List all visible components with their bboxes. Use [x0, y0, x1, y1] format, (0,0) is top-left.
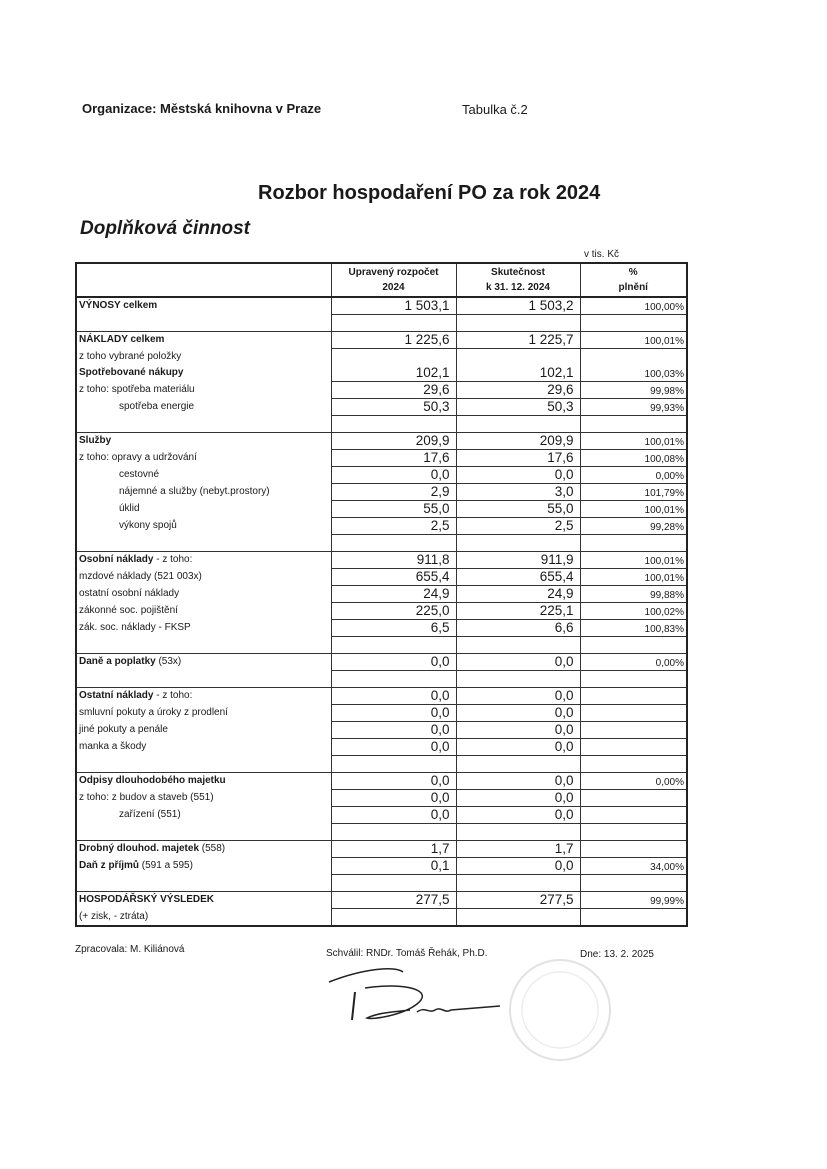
official-stamp: [490, 955, 630, 1065]
table-spacer-row: [76, 756, 687, 773]
cell-pct: 100,00%: [580, 297, 687, 315]
row-label: [76, 824, 331, 841]
cell-pct: 100,01%: [580, 433, 687, 450]
table-row: [76, 297, 687, 315]
row-label-rest: - z toho:: [153, 554, 193, 566]
row-label: [76, 416, 331, 433]
cell-pct: [580, 875, 687, 892]
cell-budget: 0,0: [331, 739, 456, 756]
row-label: úklid: [76, 501, 331, 518]
table-row: [76, 739, 687, 756]
cell-actual: 0,0: [456, 688, 580, 705]
table-row: [76, 807, 687, 824]
table-row: [76, 654, 687, 671]
cell-pct: 99,99%: [580, 892, 687, 909]
header-label-col: [76, 263, 331, 297]
cell-actual: 0,0: [456, 858, 580, 875]
row-label: zařízení (551): [76, 807, 331, 824]
unit-label: v tis. Kč: [584, 249, 620, 260]
row-label: Služby: [76, 433, 331, 450]
table-row: [76, 841, 687, 858]
row-label: HOSPODÁŘSKÝ VÝSLEDEK: [76, 892, 331, 909]
page-title: Rozbor hospodaření PO za rok 2024: [258, 182, 601, 204]
table-row: [76, 484, 687, 501]
cell-actual: [456, 671, 580, 688]
row-label: Spotřebované nákupy: [76, 365, 331, 382]
row-label-bold: Daň z příjmů: [79, 860, 140, 871]
handwritten-signature: [325, 960, 505, 1030]
table-row: [76, 569, 687, 586]
table-spacer-row: [76, 637, 687, 654]
cell-budget: [331, 671, 456, 688]
cell-actual: 102,1: [456, 365, 580, 382]
header-actual: [456, 263, 580, 297]
cell-budget: 0,1: [331, 858, 456, 875]
cell-pct: [580, 756, 687, 773]
cell-pct: 101,79%: [580, 484, 687, 501]
cell-pct: [580, 671, 687, 688]
cell-pct: [580, 841, 687, 858]
table-spacer-row: [76, 824, 687, 841]
cell-budget: 911,8: [331, 552, 456, 569]
cell-budget: [331, 315, 456, 332]
row-label: z toho: spotřeba materiálu: [76, 382, 331, 399]
cell-budget: [331, 416, 456, 433]
row-label: (+ zisk, - ztráta): [76, 909, 331, 927]
cell-budget: [331, 875, 456, 892]
cell-pct: 100,02%: [580, 603, 687, 620]
cell-budget: 0,0: [331, 688, 456, 705]
row-label-rest: - z toho:: [153, 690, 193, 702]
prepared-by: Zpracovala: M. Kiliánová: [75, 944, 185, 955]
table-spacer-row: [76, 671, 687, 688]
cell-budget: 0,0: [331, 722, 456, 739]
cell-budget: 1 225,6: [331, 332, 456, 349]
row-label: spotřeba energie: [76, 399, 331, 416]
row-label-rest: (558): [199, 843, 226, 855]
table-row: [76, 450, 687, 467]
page-subtitle: Doplňková činnost: [80, 218, 250, 239]
budget-table: [75, 262, 688, 927]
table-row: [76, 467, 687, 484]
cell-actual: 1 225,7: [456, 332, 580, 349]
cell-budget: [331, 349, 456, 366]
cell-budget: 0,0: [331, 773, 456, 790]
cell-actual: 0,0: [456, 773, 580, 790]
cell-pct: [580, 688, 687, 705]
cell-pct: [580, 722, 687, 739]
row-label: zák. soc. náklady - FKSP: [76, 620, 331, 637]
cell-pct: 99,28%: [580, 518, 687, 535]
cell-pct: [580, 824, 687, 841]
cell-pct: 34,00%: [580, 858, 687, 875]
table-row: [76, 552, 687, 569]
cell-actual: 55,0: [456, 501, 580, 518]
cell-actual: 0,0: [456, 705, 580, 722]
header-budget: [331, 263, 456, 297]
cell-budget: 0,0: [331, 467, 456, 484]
cell-actual: 0,0: [456, 739, 580, 756]
table-row: [76, 892, 687, 909]
cell-pct: [580, 315, 687, 332]
cell-actual: 0,0: [456, 722, 580, 739]
cell-actual: [456, 416, 580, 433]
row-label: [76, 858, 331, 875]
row-label: [76, 535, 331, 552]
table-row: [76, 620, 687, 637]
cell-budget: 2,5: [331, 518, 456, 535]
table-row: [76, 365, 687, 382]
header-pct-line2: plnění: [618, 282, 648, 293]
cell-budget: [331, 824, 456, 841]
cell-actual: 24,9: [456, 586, 580, 603]
cell-actual: 50,3: [456, 399, 580, 416]
row-label: [76, 315, 331, 332]
cell-actual: 0,0: [456, 807, 580, 824]
cell-budget: 0,0: [331, 705, 456, 722]
table-row: [76, 705, 687, 722]
row-label: [76, 637, 331, 654]
cell-pct: 100,01%: [580, 552, 687, 569]
row-label: z toho: z budov a staveb (551): [76, 790, 331, 807]
header-budget-line2: 2024: [382, 282, 405, 293]
cell-budget: 0,0: [331, 654, 456, 671]
cell-actual: 1 503,2: [456, 297, 580, 315]
cell-pct: [580, 705, 687, 722]
cell-budget: 0,0: [331, 807, 456, 824]
cell-budget: 55,0: [331, 501, 456, 518]
cell-pct: [580, 416, 687, 433]
cell-budget: 24,9: [331, 586, 456, 603]
row-label: smluvní pokuty a úroky z prodlení: [76, 705, 331, 722]
cell-pct: [580, 807, 687, 824]
row-label: [76, 841, 331, 858]
cell-actual: [456, 349, 580, 366]
cell-actual: 0,0: [456, 654, 580, 671]
cell-actual: 3,0: [456, 484, 580, 501]
cell-actual: 911,9: [456, 552, 580, 569]
row-label: ostatní osobní náklady: [76, 586, 331, 603]
table-row: [76, 518, 687, 535]
table-row: [76, 399, 687, 416]
cell-pct: 99,88%: [580, 586, 687, 603]
approved-by: Schválil: RNDr. Tomáš Řehák, Ph.D.: [326, 948, 488, 959]
cell-pct: 100,01%: [580, 569, 687, 586]
cell-actual: 0,0: [456, 467, 580, 484]
cell-budget: [331, 637, 456, 654]
cell-actual: 17,6: [456, 450, 580, 467]
cell-actual: 209,9: [456, 433, 580, 450]
cell-actual: 2,5: [456, 518, 580, 535]
row-label: jiné pokuty a penále: [76, 722, 331, 739]
cell-pct: 0,00%: [580, 773, 687, 790]
table-row: [76, 586, 687, 603]
row-label: mzdové náklady (521 003x): [76, 569, 331, 586]
row-label: [76, 552, 331, 569]
table-row: [76, 603, 687, 620]
cell-budget: 225,0: [331, 603, 456, 620]
cell-budget: 17,6: [331, 450, 456, 467]
row-label: cestovné: [76, 467, 331, 484]
cell-actual: [456, 909, 580, 927]
cell-budget: 29,6: [331, 382, 456, 399]
table-spacer-row: [76, 416, 687, 433]
cell-actual: 0,0: [456, 790, 580, 807]
cell-pct: 100,03%: [580, 365, 687, 382]
row-label: [76, 875, 331, 892]
document-date: Dne: 13. 2. 2025: [580, 949, 654, 960]
table-row: [76, 909, 687, 927]
header-actual-line1: Skutečnost: [491, 267, 545, 278]
row-label: [76, 688, 331, 705]
row-label: [76, 756, 331, 773]
cell-budget: 102,1: [331, 365, 456, 382]
cell-budget: 277,5: [331, 892, 456, 909]
cell-pct: 99,98%: [580, 382, 687, 399]
row-label: nájemné a služby (nebyt.prostory): [76, 484, 331, 501]
cell-actual: 29,6: [456, 382, 580, 399]
table-row: [76, 433, 687, 450]
cell-pct: [580, 790, 687, 807]
cell-budget: 0,0: [331, 790, 456, 807]
cell-actual: 225,1: [456, 603, 580, 620]
cell-actual: [456, 535, 580, 552]
organization-label: Organizace: Městská knihovna v Praze: [82, 101, 322, 116]
cell-pct: [580, 909, 687, 927]
row-label-rest: (53x): [155, 656, 182, 668]
cell-budget: 1,7: [331, 841, 456, 858]
table-row: [76, 501, 687, 518]
table-row: [76, 773, 687, 790]
cell-actual: [456, 315, 580, 332]
cell-budget: 6,5: [331, 620, 456, 637]
table-number: Tabulka č.2: [462, 102, 528, 117]
row-label-bold: Daně a poplatky: [79, 656, 156, 668]
row-label: výkony spojů: [76, 518, 331, 535]
row-label: manka a škody: [76, 739, 331, 756]
table-header-row: [76, 263, 687, 297]
cell-budget: [331, 535, 456, 552]
header-budget-line1: Upravený rozpočet: [348, 267, 439, 278]
table-row: [76, 688, 687, 705]
cell-budget: 209,9: [331, 433, 456, 450]
row-label: z toho: opravy a udržování: [76, 450, 331, 467]
row-label-bold: Ostatní náklady: [79, 690, 154, 702]
row-label: VÝNOSY celkem: [76, 297, 331, 315]
cell-budget: [331, 756, 456, 773]
cell-pct: 100,83%: [580, 620, 687, 637]
table-spacer-row: [76, 315, 687, 332]
cell-actual: 1,7: [456, 841, 580, 858]
cell-pct: [580, 739, 687, 756]
cell-pct: 0,00%: [580, 467, 687, 484]
cell-pct: [580, 349, 687, 366]
cell-pct: 99,93%: [580, 399, 687, 416]
header-pct-line1: %: [628, 267, 638, 278]
cell-actual: [456, 637, 580, 654]
table-spacer-row: [76, 535, 687, 552]
row-label: z toho vybrané položky: [76, 349, 331, 366]
cell-budget: 50,3: [331, 399, 456, 416]
cell-budget: 1 503,1: [331, 297, 456, 315]
cell-budget: [331, 909, 456, 927]
table-row: [76, 382, 687, 399]
table-row: [76, 332, 687, 349]
table-spacer-row: [76, 875, 687, 892]
cell-pct: [580, 535, 687, 552]
cell-actual: [456, 875, 580, 892]
cell-pct: 100,08%: [580, 450, 687, 467]
cell-pct: 0,00%: [580, 654, 687, 671]
row-label: zákonné soc. pojištění: [76, 603, 331, 620]
table-row: [76, 858, 687, 875]
row-label: Odpisy dlouhodobého majetku: [76, 773, 331, 790]
cell-actual: 655,4: [456, 569, 580, 586]
row-label: NÁKLADY celkem: [76, 332, 331, 349]
header-actual-line2: k 31. 12. 2024: [486, 282, 550, 293]
row-label: [76, 654, 331, 671]
row-label-rest: (591 a 595): [139, 860, 193, 871]
row-label-bold: Osobní náklady: [79, 554, 154, 566]
cell-actual: 6,6: [456, 620, 580, 637]
cell-budget: 2,9: [331, 484, 456, 501]
cell-budget: 655,4: [331, 569, 456, 586]
cell-pct: 100,01%: [580, 501, 687, 518]
cell-pct: [580, 637, 687, 654]
table-row: [76, 790, 687, 807]
cell-actual: 277,5: [456, 892, 580, 909]
table-row: [76, 722, 687, 739]
cell-actual: [456, 824, 580, 841]
row-label: [76, 671, 331, 688]
cell-actual: [456, 756, 580, 773]
row-label-bold: Drobný dlouhod. majetek: [79, 843, 200, 855]
header-pct: [580, 263, 687, 297]
table-row: [76, 349, 687, 366]
cell-pct: 100,01%: [580, 332, 687, 349]
